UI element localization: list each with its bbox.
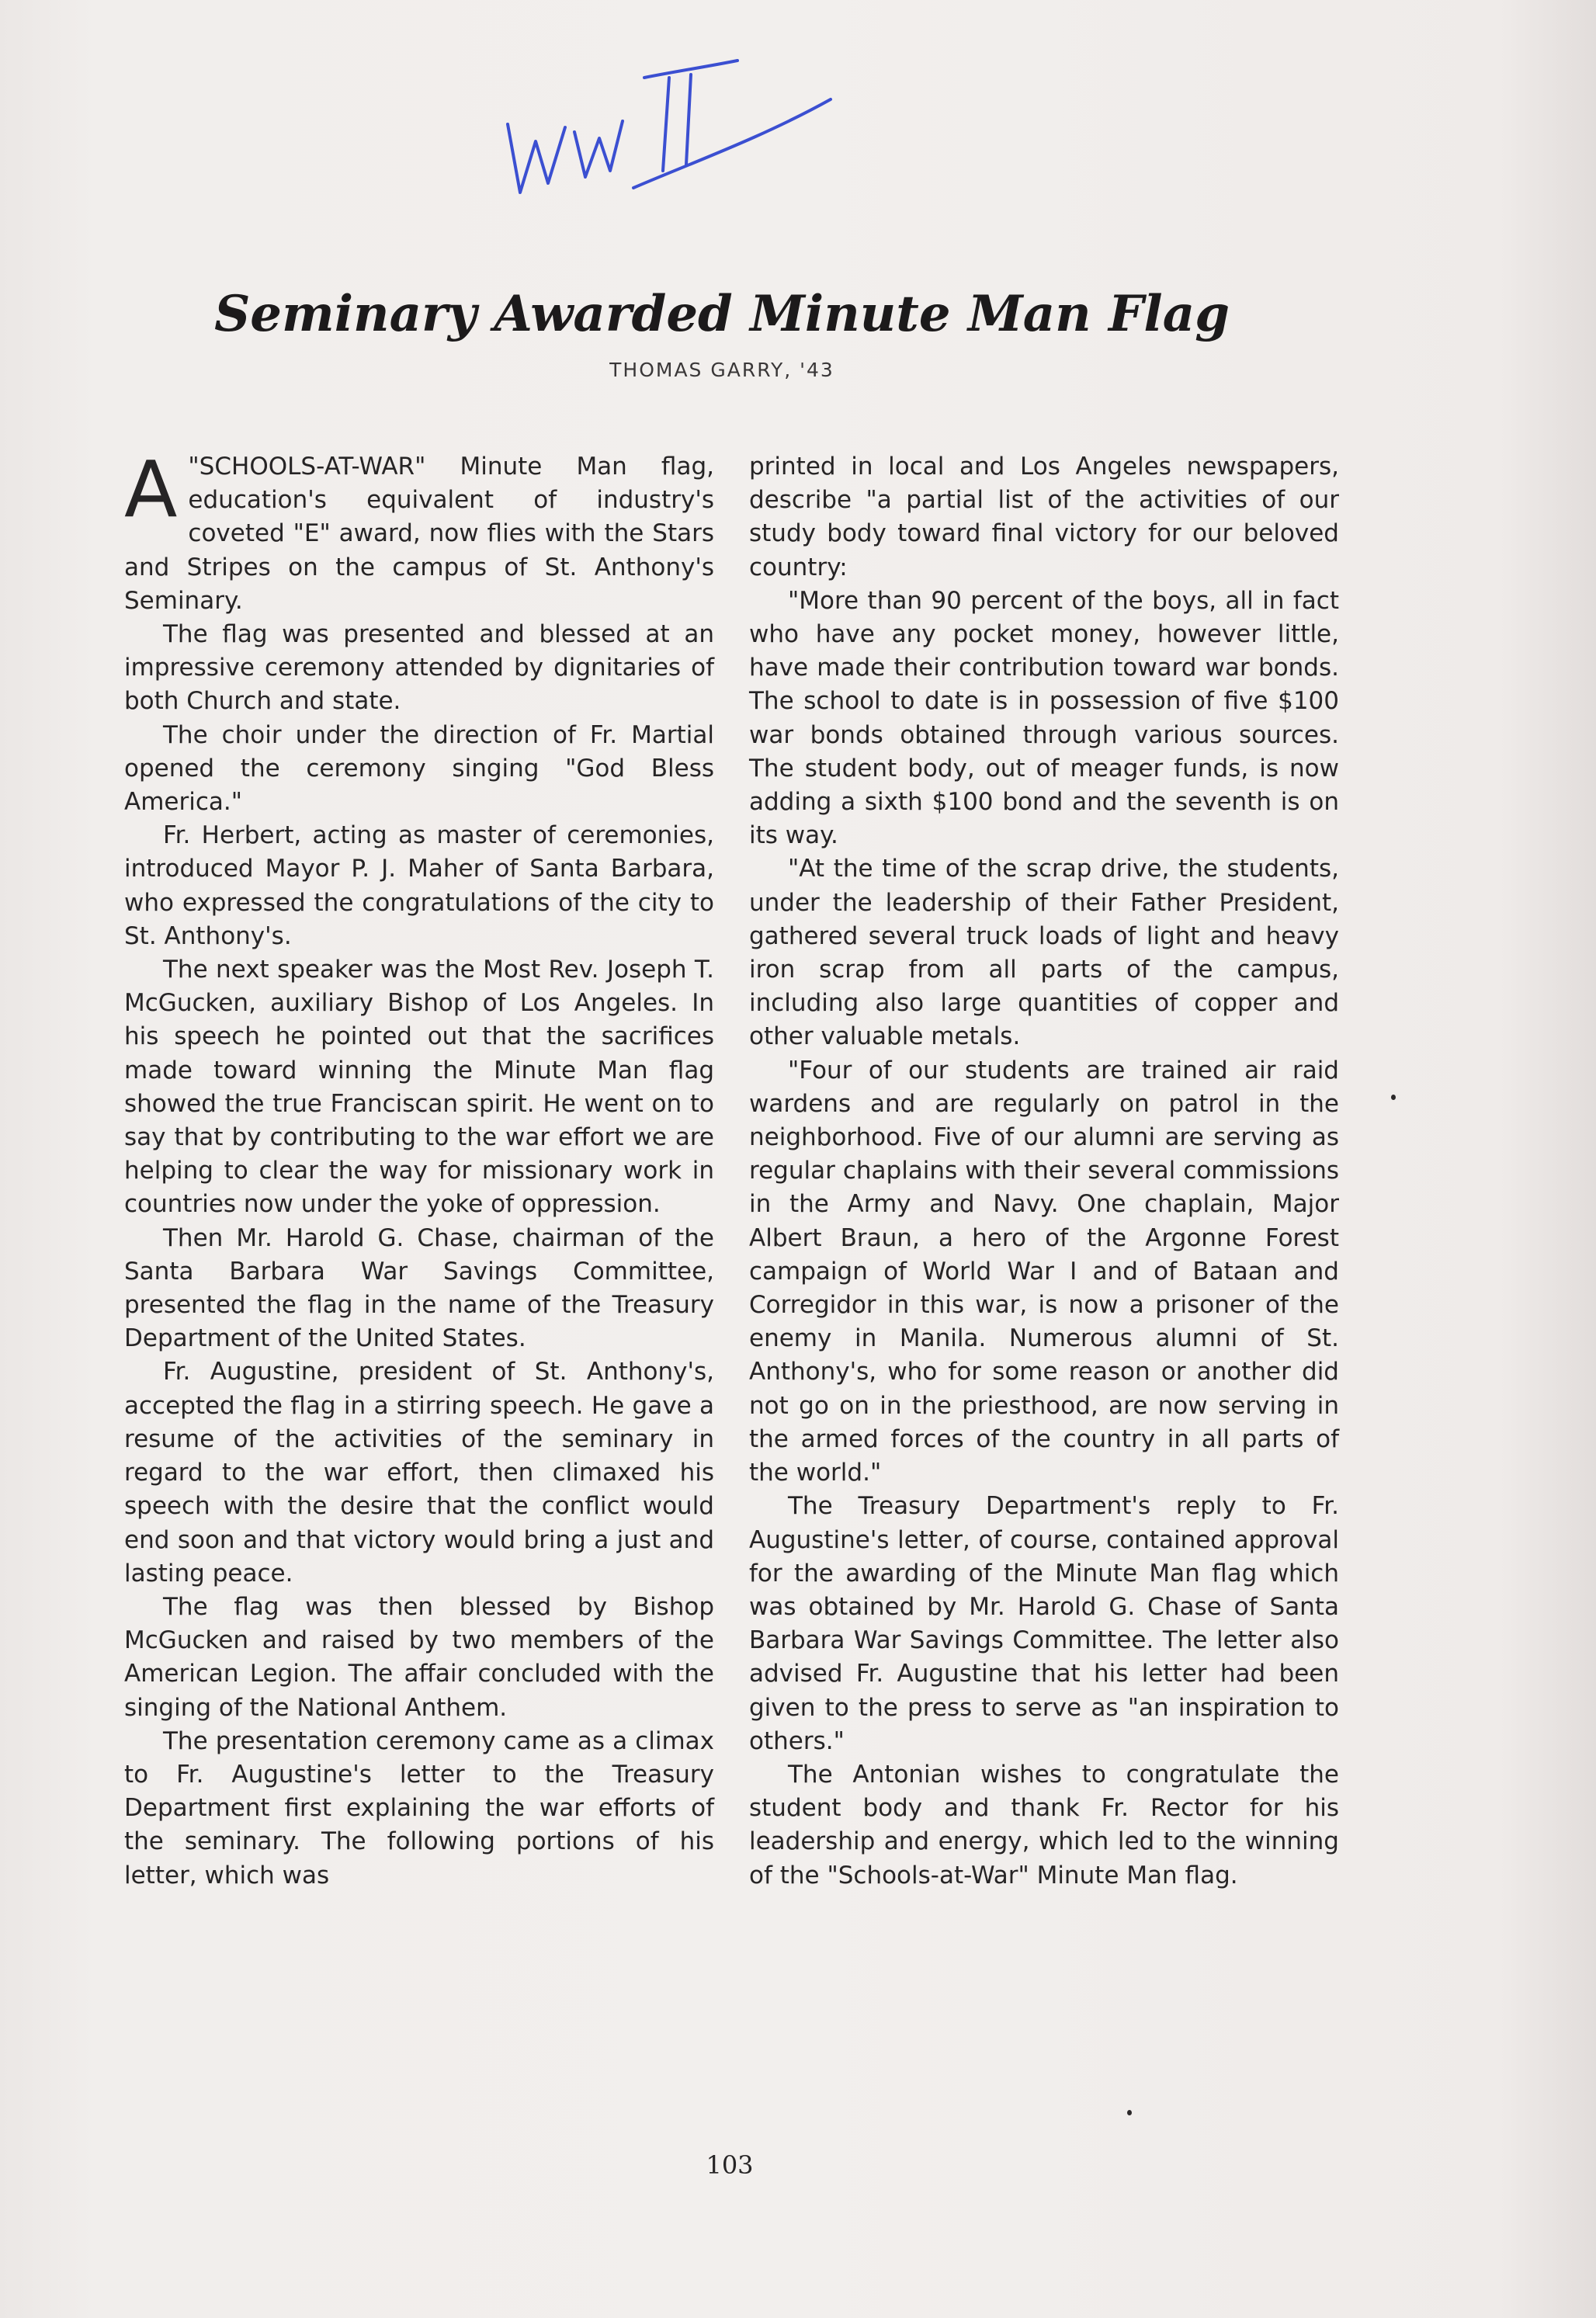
paragraph: The Antonian wishes to congratulate the student body and thank Fr. Rector for his leadership and energy, which led to the winning of the "Schools-at-War" Minute Man flag. <box>749 1760 1339 1889</box>
ink-speck <box>1391 1095 1396 1100</box>
paragraph <box>124 444 714 618</box>
drop-cap: A <box>124 444 178 535</box>
article-byline: THOMAS GARRY, '43 <box>609 359 834 381</box>
paragraph: "Four of our students are trained air raid wardens and are regularly on patrol in the neighborhood. Five of our alumni are serving as regular chaplains with their several commissions in the Army and Navy. One chaplain, Major Albert Braun, a hero of the Argonne Forest campaign of World War I and of Bataan and Corregidor in this war, is now a prisoner of the enemy in Manila. Numerous alumni of St. Anthony's, who for some reason or another did not go on in the priesthood, are now serving in the armed forces of the country in all parts of the world." <box>749 1056 1339 1487</box>
paragraph: "More than 90 percent of the boys, all in fact who have any pocket money, however little, have made their contribution toward war bonds. The school to date is in possession of five $100 war bonds obtained through various sources. The student body, out of meager funds, is now adding a sixth $100 bond and the seventh is on its way. <box>749 586 1339 850</box>
paragraph: The flag was presented and blessed at an impressive ceremony attended by dignitaries of both Church and state. <box>124 620 714 716</box>
paragraph: "At the time of the scrap drive, the students, under the leadership of their Father President, gathered several truck loads of light and heavy iron scrap from all parts of the campus, including also large quantities of copper and other valuable metals. <box>749 855 1339 1051</box>
paragraph: printed in local and Los Angeles newspapers, describe "a partial list of the activities of our study body toward final victory for our beloved country: <box>749 453 1339 581</box>
paragraph: The flag was then blessed by Bishop McGucken and raised by two members of the American Legion. The affair concluded with the singing of the National Anthem. <box>124 1592 714 1722</box>
paragraph: The next speaker was the Most Rev. Joseph T. McGucken, auxiliary Bishop of Los Angeles. In his speech he pointed out that the sacrifices made toward winning the Minute Man flag showed the true Franciscan spirit. He went on to say that by contributing to the war effort we are helping to clear the way for missionary work in countries now under the yoke of oppression. <box>124 956 714 1219</box>
paragraph: Fr. Augustine, president of St. Anthony's, accepted the flag in a stirring speech. He gave a resume of the activities of the seminary in regard to the war effort, then climaxed his speech with the desire that the conflict would end soon and that victory would bring a just and lasting peace. <box>124 1358 714 1588</box>
paragraph: The choir under the direction of Fr. Martial opened the ceremony singing "God Bless America." <box>124 720 714 817</box>
handwritten-note <box>497 47 838 217</box>
paragraph-text: "SCHOOLS-AT-WAR" Minute Man flag, education's equivalent of industry's coveted "E" award, now flies with the Stars and Stripes on the campus of St. Anthony's Seminary. <box>124 453 714 615</box>
paragraph: Fr. Herbert, acting as master of ceremonies, introduced Mayor P. J. Maher of Santa Barbara, who expressed the congratulations of the city to St. Anthony's. <box>124 821 714 950</box>
left-column <box>124 444 714 1893</box>
right-column <box>749 450 1339 1893</box>
article-title: Seminary Awarded Minute Man Flag <box>214 285 1230 343</box>
ink-speck <box>1127 2110 1132 2115</box>
paragraph: The presentation ceremony came as a climax to Fr. Augustine's letter to the Treasury Department first explaining the war efforts of the seminary. The following portions of his letter, which was <box>124 1726 714 1889</box>
paragraph: The Treasury Department's reply to Fr. Augustine's letter, of course, contained approval for the awarding of the Minute Man flag which was obtained by Mr. Harold G. Chase of Santa Barbara War Savings Committee. The letter also advised Fr. Augustine that his letter had been given to the press to serve as "an inspiration to others." <box>749 1492 1339 1755</box>
page-number: 103 <box>706 2150 754 2180</box>
paragraph: Then Mr. Harold G. Chase, chairman of the Santa Barbara War Savings Committee, presented the flag in the name of the Treasury Department of the United States. <box>124 1223 714 1353</box>
